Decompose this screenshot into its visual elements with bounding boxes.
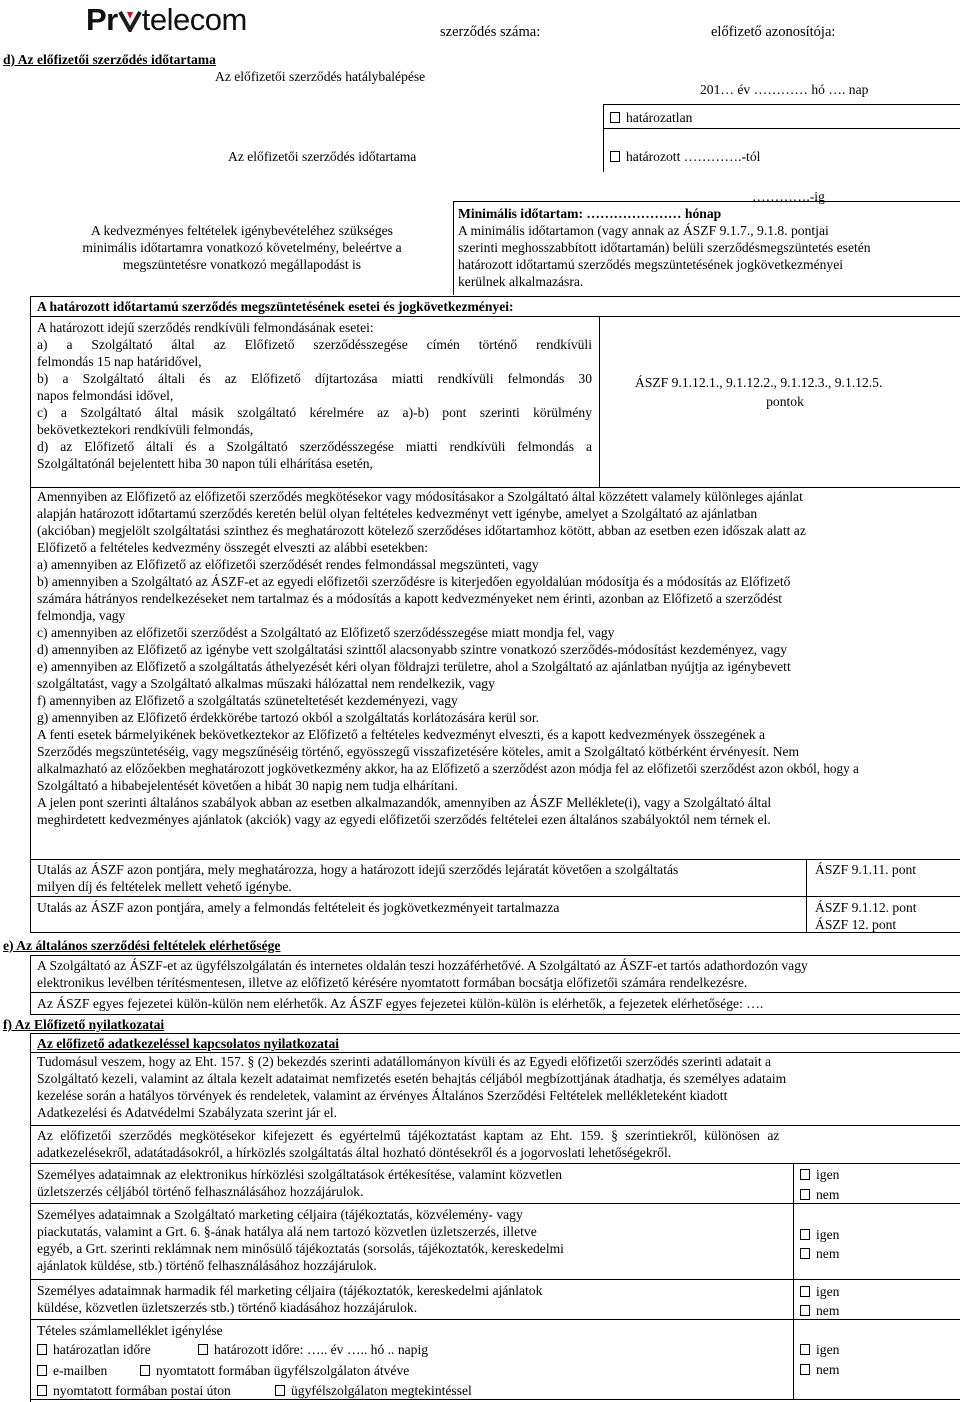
consent-line: egyéb, a Grt. szerinti reklámnak nem minősülő tájékoztatás (sorsolás, tájékoztatók, kereskedelmi <box>37 1241 564 1256</box>
no-label: nem <box>816 1187 840 1202</box>
consent-line: piackutatás, valamint a Grt. 6. §-ának hatálya alá nem tartozó közvetlen üzletszerzés, illetve <box>37 1224 537 1239</box>
data-line: kezelése során a hatályos törvények és rendeletek, valamint az érvényes Általános Szerződési Feltételek mellékleteként kiadott <box>37 1088 728 1103</box>
logo-text-pre: Pr <box>86 2 118 37</box>
consent-2-yes-option[interactable] <box>800 1226 839 1243</box>
duration-label: Az előfizetői szerződés időtartama <box>228 149 417 164</box>
row-divider <box>453 201 960 202</box>
subscriber-id-label: előfizető azonosítója: <box>711 24 836 40</box>
logo-text-post: telecom <box>141 2 247 37</box>
discount-line: meghirdetett kedvezményes ajánlatok (akciók) vagy az egyedi előfizetői szerződés feltételei ezen általános szabályoktól nem térnek el. <box>37 812 771 827</box>
itemized-office-check-option[interactable] <box>275 1382 472 1399</box>
row-divider <box>30 955 960 956</box>
itemized-yes-checkbox[interactable] <box>800 1344 810 1355</box>
yes-label: igen <box>816 1227 840 1242</box>
data-line: Tudomásul veszem, hogy az Eht. 157. § (2) bekezdés szerinti adatállományon kívüli és az Egyedi előfizetői szerződés szerinti adatait a <box>37 1054 772 1069</box>
termination-line: napos felmondási idővel, <box>37 388 174 403</box>
consent-line: Személyes adataimnak harmadik fél marketing céljaira (tájékoztatók, kereskedelmi ajánlatok <box>37 1283 543 1298</box>
effective-label: Az előfizetői szerződés hatálybalépése <box>215 69 426 84</box>
company-logo <box>86 3 247 37</box>
consent-2-no-option[interactable] <box>800 1245 839 1262</box>
discount-line: b) amennyiben a Szolgáltató az ÁSZF-et az egyedi előfizetői szerződésre is kiterjedően egyoldalúan módosítja és a módosítás az Előfizető <box>37 574 791 589</box>
consent-2-no-checkbox[interactable] <box>800 1248 810 1259</box>
aszf-availability-line-1: A Szolgáltató az ÁSZF-et az ügyfélszolgálatán és internetes oldalán teszi hozzáférhetővé. A Szolgáltató az ÁSZF-et tartós adathordozón vagy <box>37 958 808 973</box>
termination-line: A határozott idejű szerződés rendkívüli felmondásának esetei: <box>37 320 374 335</box>
termination-line: Szolgáltatónál bejelentett hiba 30 napon túli elhárítása esetén, <box>37 456 373 471</box>
itemized-no-checkbox[interactable] <box>800 1364 810 1375</box>
yes-label: igen <box>816 1342 840 1357</box>
row-divider <box>30 1203 960 1204</box>
termination-ref-2: pontok <box>766 394 804 409</box>
discount-line: e) amennyiben az Előfizető a szolgáltatás áthelyezését kéri olyan földrajzi területre, ahol a Szolgáltató az ajánlatban nyújtja az igénybevett <box>37 659 791 674</box>
consent-3-no-checkbox[interactable] <box>800 1305 810 1316</box>
termination-line: b) a Szolgáltató általi és az Előfizető díjtartozása miatti rendkívüli felmondás 30 <box>37 371 592 386</box>
row-divider <box>30 1279 960 1280</box>
itemized-indefinite-label: határozatlan időre <box>53 1342 151 1357</box>
consent-1-no-option[interactable] <box>800 1186 839 1203</box>
discount-line: d) amennyiben az Előfizető az igénybe vett szolgáltatási szinttől alacsonyabb szintre vonatkozó szerződés-módosítást kezdeményez, vagy <box>37 642 788 657</box>
consent-line: ajánlatok küldése, stb.) történő felhasználásához hozzájárulok. <box>37 1258 377 1273</box>
no-label: nem <box>816 1303 840 1318</box>
col-divider <box>603 104 604 172</box>
row-divider <box>603 104 960 105</box>
itemized-yes-option[interactable] <box>800 1341 839 1358</box>
left-border <box>30 296 31 932</box>
ref-row-2-ref-1: ÁSZF 9.1.12. pont <box>815 900 917 915</box>
discount-line: c) amennyiben az előfizetői szerződést a Szolgáltató az Előfizető szerződésszegése miatt mondja fel, vagy <box>37 625 615 640</box>
section-d-title: d) Az előfizetői szerződés időtartama <box>3 52 216 67</box>
row-divider <box>30 1033 960 1034</box>
no-label: nem <box>816 1246 840 1261</box>
row-divider <box>30 859 960 860</box>
row-divider <box>30 1319 960 1320</box>
section-e-title: e) Az általános szerződési feltételek elérhetősége <box>3 938 281 953</box>
discount-line: Szerződés megszüntetéséig, vagy megszűnéséig történő, egyösszegű visszafizetésére köteles, amit a Szolgáltató kötbérként érvényesít. Nem <box>37 744 800 759</box>
min-text-4: kerülnek alkalmazásra. <box>458 274 584 289</box>
consent-1-no-checkbox[interactable] <box>800 1189 810 1200</box>
discount-line: a) amennyiben az Előfizető az előfizetői szerződését rendes felmondással megszünteti, vagy <box>37 557 539 572</box>
consent-1-yes-option[interactable] <box>800 1166 839 1183</box>
logo-mark-icon <box>118 10 142 32</box>
itemized-definite-option[interactable] <box>198 1341 428 1358</box>
itemized-email-checkbox[interactable] <box>37 1365 47 1376</box>
discount-line: A fenti esetek bármelyikének bekövetkeztekor az Előfizető a feltételes kedvezményt elveszti, és a kapott kedvezmények összegének a <box>37 727 766 742</box>
row-divider <box>30 1014 960 1015</box>
data-handling-title: Az előfizető adatkezeléssel kapcsolatos nyilatkozatai <box>37 1036 340 1051</box>
col-divider <box>793 1163 794 1399</box>
termination-title: A határozott időtartamú szerződés megszüntetésének esetei és jogkövetkezményei: <box>37 299 514 314</box>
aszf-availability-line-2: elektronikus levélben térítésmentesen, illetve az előfizető kérésére nyomtatott formában bocsátja előfizetői számára rendelkezésre. <box>37 975 748 990</box>
consent-line: Személyes adataimnak a Szolgáltató marketing céljaira (tájékoztatás, közvélemény- vagy <box>37 1207 523 1222</box>
termination-ref-1: ÁSZF 9.1.12.1., 9.1.12.2., 9.1.12.3., 9.1.12.5. <box>635 375 883 390</box>
row-divider <box>30 316 960 317</box>
ref-row-1-text-2: milyen díj és feltételek mellett vehető igénybe. <box>37 879 292 894</box>
itemized-definite-checkbox[interactable] <box>198 1344 208 1355</box>
termination-line: a) a Szolgáltató által az Előfizető szerződésszegése címén történő rendkívüli <box>37 337 592 352</box>
consent-3-text <box>37 1282 542 1316</box>
consent-3-yes-option[interactable] <box>800 1283 839 1300</box>
row-divider <box>603 128 960 129</box>
ref-row-1-ref: ÁSZF 9.1.11. pont <box>815 862 917 877</box>
row-divider <box>30 932 960 933</box>
indefinite-option[interactable] <box>610 109 692 126</box>
left-border <box>30 955 31 1015</box>
no-label: nem <box>816 1362 840 1377</box>
discount-line: számára hátrányos rendelkezéseket nem tartalmaz és a módosítás a kapott kedvezményeket nem érinti, azonban az Előfizető a szerződést <box>37 591 783 606</box>
data-handling-paragraph <box>37 1053 959 1121</box>
data-line: Adatkezelési és Adatvédelmi Szabályzata szerint jár el. <box>37 1105 338 1120</box>
itemized-email-label: e-mailben <box>53 1363 108 1378</box>
itemized-indefinite-option[interactable] <box>37 1341 151 1358</box>
ref-row-2-ref-2: ÁSZF 12. pont <box>815 917 897 932</box>
aszf-chapters-line <box>37 995 763 1012</box>
contract-number-label: szerződés száma: <box>440 24 541 40</box>
itemized-printed-office-label: nyomtatott formában ügyfélszolgálaton átvéve <box>156 1363 410 1378</box>
row-divider <box>30 1399 960 1400</box>
discount-line: Előfizető a feltételes kedvezmény összegét elveszti az alábbi esetekben: <box>37 540 429 555</box>
termination-line: felmondás 15 nap határidővel, <box>37 354 202 369</box>
col-divider <box>453 201 454 295</box>
consent-line: küldése, közvetlen üzletszerzés stb.) történő kiadásához hozzájárulok. <box>37 1300 418 1315</box>
termination-line: d) az Előfizető általi és a Szolgáltató szerződésszegése miatti rendkívüli felmondás a <box>37 439 592 454</box>
termination-line: c) a Szolgáltató által másik szolgáltató kérelmére az a)-b) pont szerinti körülmény <box>37 405 592 420</box>
discount-line: Szolgáltató a hibabejelentését követően a hibát 30 napig nem tudja elhárítani. <box>37 778 458 793</box>
itemized-office-check-label: ügyfélszolgálaton megtekintéssel <box>291 1383 472 1398</box>
ref-row-1-text-1: Utalás az ÁSZF azon pontjára, mely meghatározza, hogy a határozott idejű szerződés lejáratát követően a szolgáltatás <box>37 862 679 877</box>
termination-line: bekövetkeztekori rendkívüli felmondás, <box>37 422 254 437</box>
discount-line: Amennyiben az Előfizető az előfizetői szerződés megkötésekor vagy módosításakor a Szolgáltató által közzétett valamely különleges ajánlat <box>37 489 803 504</box>
indefinite-label: határozatlan <box>626 110 693 125</box>
itemized-printed-office-checkbox[interactable] <box>140 1365 150 1376</box>
consent-2-yes-checkbox[interactable] <box>800 1229 810 1240</box>
ref-row-2-text: Utalás az ÁSZF azon pontjára, amely a felmondás feltételeit és jogkövetkezményeit tartalmazza <box>37 900 560 915</box>
itemized-email-option[interactable] <box>37 1362 107 1379</box>
definite-checkbox[interactable] <box>610 151 620 162</box>
definite-until: ………….-ig <box>752 189 825 204</box>
consent-3-no-option[interactable] <box>800 1302 839 1319</box>
discount-line: A jelen pont szerinti általános szabályok abban az esetben alkalmazandók, amennyiben az ÁSZF Melléklete(i), vagy a Szolgáltató által <box>37 795 772 810</box>
effective-date-value: 201… év ………… hó …. nap <box>700 82 869 97</box>
discount-line: alkalmazható az előzőekben meghatározott jogkövetkezmény akkor, ha az Előfizető a szerződést azon módja fel az előfizetői szerződést azon okból, hogy a <box>37 761 859 776</box>
consent-1-text <box>37 1166 562 1200</box>
yes-label: igen <box>816 1284 840 1299</box>
info-paragraph <box>37 1127 959 1161</box>
discount-paragraph <box>37 488 959 828</box>
discount-line: (akcióban) megjelölt szolgáltatási szinthez és meghatározott kötelező szerződéses időtartamhoz kötött, abban az esetben ezen időszak alatt az <box>37 523 806 538</box>
row-divider <box>30 1125 960 1126</box>
yes-label: igen <box>816 1167 840 1182</box>
consent-1-yes-checkbox[interactable] <box>800 1169 810 1180</box>
aszf-chapters-text: Az ÁSZF egyes fejezetei külön-külön nem elérhetők. Az ÁSZF egyes fejezetei külön-külön is elérhetők, a fejezetek elérhetősége: …. <box>37 996 764 1011</box>
discount-line: g) amennyiben az Előfizető érdekkörébe tartozó okból a szolgáltatás korlátozására kerül sor. <box>37 710 540 725</box>
itemized-no-option[interactable] <box>800 1361 839 1378</box>
consent-line: Személyes adataimnak az elektronikus hírközlési szolgáltatások értékesítése, valamint közvetlen <box>37 1167 563 1182</box>
definite-label: határozott ………….-tól <box>626 149 761 164</box>
row-divider <box>30 896 960 897</box>
row-divider <box>30 1163 960 1164</box>
min-requirement-label-3: megszüntetésre vonatkozó megállapodást is <box>122 257 362 272</box>
consent-2-text <box>37 1206 564 1274</box>
itemized-office-check-checkbox[interactable] <box>275 1385 285 1396</box>
itemized-printed-post-option[interactable] <box>37 1382 231 1399</box>
itemized-definite-label: határozott időre: ….. év ….. hó .. napig <box>214 1342 429 1357</box>
min-text-1: A minimális időtartamon (vagy annak az ÁSZF 9.1.7., 9.1.8. pontjai <box>458 223 829 238</box>
info-line: adatkezelésekről, adatátadásokról, a hírközlés szolgáltatás által hozható döntésekről és a jogorvoslati lehetőségekről. <box>37 1145 672 1160</box>
itemized-title: Tételes számlamelléklet igénylése <box>37 1323 223 1338</box>
itemized-printed-office-option[interactable] <box>140 1362 409 1379</box>
itemized-printed-post-checkbox[interactable] <box>37 1385 47 1396</box>
discount-line: szolgáltatást, vagy a Szolgáltató alkalmas műszaki hálózattal nem rendelkezik, vagy <box>37 676 495 691</box>
col-divider <box>599 316 600 487</box>
row-divider <box>30 296 960 297</box>
section-f-title: f) Az Előfizető nyilatkozatai <box>3 1017 165 1032</box>
data-line: Szolgáltató kezeli, valamint az általa kezelt adataimat nemfizetés esetén behajtás céljából megbízottjának átadhatja, és személyes adataim <box>37 1071 787 1086</box>
consent-line: üzletszerzés céljából történő felhasználásához hozzájárulok. <box>37 1184 364 1199</box>
indefinite-checkbox[interactable] <box>610 112 620 123</box>
min-text-2: szerinti meghosszabbított időtartamán) belüli szerződésmegszüntetés esetén <box>458 240 871 255</box>
min-text-3: határozott időtartamú szerződés megszüntetésének jogkövetkezményei <box>458 257 844 272</box>
itemized-indefinite-checkbox[interactable] <box>37 1344 47 1355</box>
itemized-printed-post-label: nyomtatott formában postai úton <box>53 1383 231 1398</box>
consent-3-yes-checkbox[interactable] <box>800 1286 810 1297</box>
min-requirement-label-1: A kedvezményes feltételek igénybevételéhez szükséges <box>91 223 393 238</box>
termination-cases <box>37 319 592 472</box>
discount-line: f) amennyiben az Előfizető a szolgáltatás szüneteltetését kezdeményezi, vagy <box>37 693 458 708</box>
row-divider <box>30 992 960 993</box>
discount-line: alapján határozott időtartamú szerződés keretén belül olyan feltételes kedvezményt vett igénybe, amelyet a Szolgáltató az ajánlatban <box>37 506 758 521</box>
left-border <box>30 1033 31 1402</box>
min-requirement-label-2: minimális időtartamra vonatkozó követelmény, beleértve a <box>82 240 402 255</box>
discount-line: felmondja, vagy <box>37 608 126 623</box>
info-line: Az előfizetői szerződés megkötésekor kifejezett és egyértelmű tájékoztatást kaptam az Eht. 159. § szerintiekről, különösen az <box>37 1128 780 1143</box>
min-duration: Minimális időtartam: ………………… hónap <box>458 206 722 221</box>
definite-option[interactable] <box>610 148 760 165</box>
